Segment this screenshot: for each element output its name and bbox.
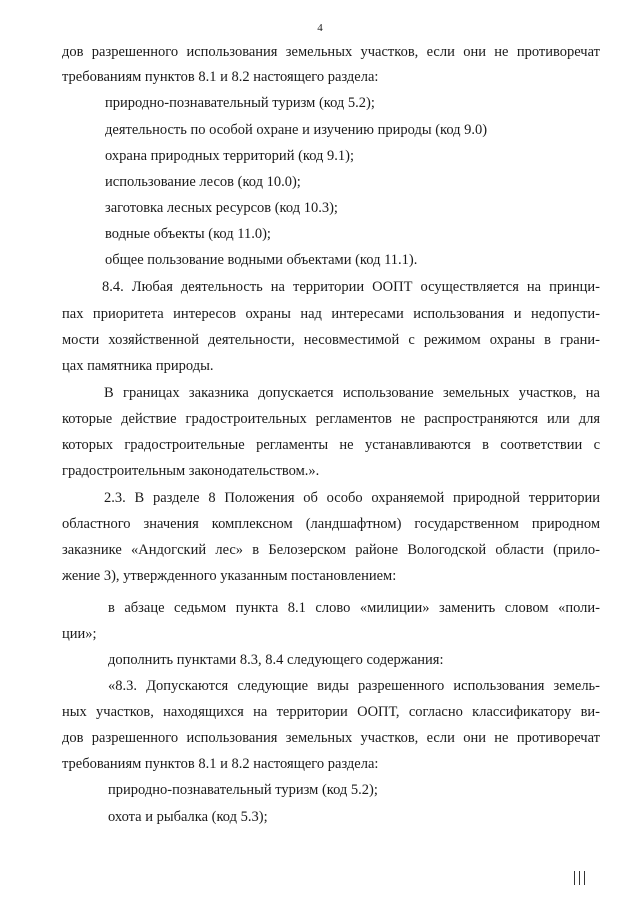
text-line: деятельность по особой охране и изучению природы (код 9.0)	[105, 122, 488, 138]
text-line: заказнике «Андогский лес» в Белозерском районе Вологодской области (прило-	[62, 542, 600, 558]
text-line: в абзаце седьмом пункта 8.1 слово «милиции» заменить словом «поли-	[108, 600, 600, 616]
text-line: дов разрешенного использования земельных участков, если они не противоречат	[62, 730, 600, 746]
text-line: жение 3), утвержденного указанным постановлением:	[62, 568, 397, 584]
text-line: дополнить пунктами 8.3, 8.4 следующего содержания:	[108, 652, 444, 668]
text-line: требованиям пунктов 8.1 и 8.2 настоящего раздела:	[62, 69, 379, 85]
text-line: мости хозяйственной деятельности, несовместимой с режимом охраны в грани-	[62, 332, 600, 348]
text-line: природно-познавательный туризм (код 5.2);	[105, 95, 375, 111]
text-line: требованиям пунктов 8.1 и 8.2 настоящего раздела:	[62, 756, 379, 772]
text-line: водные объекты (код 11.0);	[105, 226, 271, 242]
text-line: использование лесов (код 10.0);	[105, 174, 301, 190]
text-line: областного значения комплексном (ландшафтном) государственном природном	[62, 516, 600, 532]
text-line: В границах заказника допускается использование земельных участков, на	[104, 385, 600, 401]
scan-mark	[574, 871, 590, 885]
text-line: заготовка лесных ресурсов (код 10.3);	[105, 200, 338, 216]
text-line: ных участков, находящихся на территории ООПТ, согласно классификатору ви-	[62, 704, 600, 720]
text-line: 2.3. В разделе 8 Положения об особо охраняемой природной территории	[104, 490, 600, 506]
text-line: которых градостроительные регламенты не устанавливаются в соответствии с	[62, 437, 600, 453]
text-line: цах памятника природы.	[62, 358, 214, 374]
text-line: «8.3. Допускаются следующие виды разрешенного использования земель-	[108, 678, 600, 694]
text-line: ции»;	[62, 626, 97, 642]
text-line: градостроительным законодательством.».	[62, 463, 320, 479]
text-line: охота и рыбалка (код 5.3);	[108, 809, 268, 825]
page-number: 4	[317, 22, 323, 34]
text-line: 8.4. Любая деятельность на территории ООПТ осуществляется на принци-	[102, 279, 600, 295]
text-line: которые действие градостроительных регламентов не распространяются или для	[62, 411, 600, 427]
text-line: природно-познавательный туризм (код 5.2);	[108, 782, 378, 798]
text-line: общее пользование водными объектами (код 11.1).	[105, 252, 418, 268]
text-line: дов разрешенного использования земельных участков, если они не противоречат	[62, 44, 600, 60]
text-line: охрана природных территорий (код 9.1);	[105, 148, 355, 164]
text-line: пах приоритета интересов охраны над интересами использования и недопусти-	[62, 306, 600, 322]
